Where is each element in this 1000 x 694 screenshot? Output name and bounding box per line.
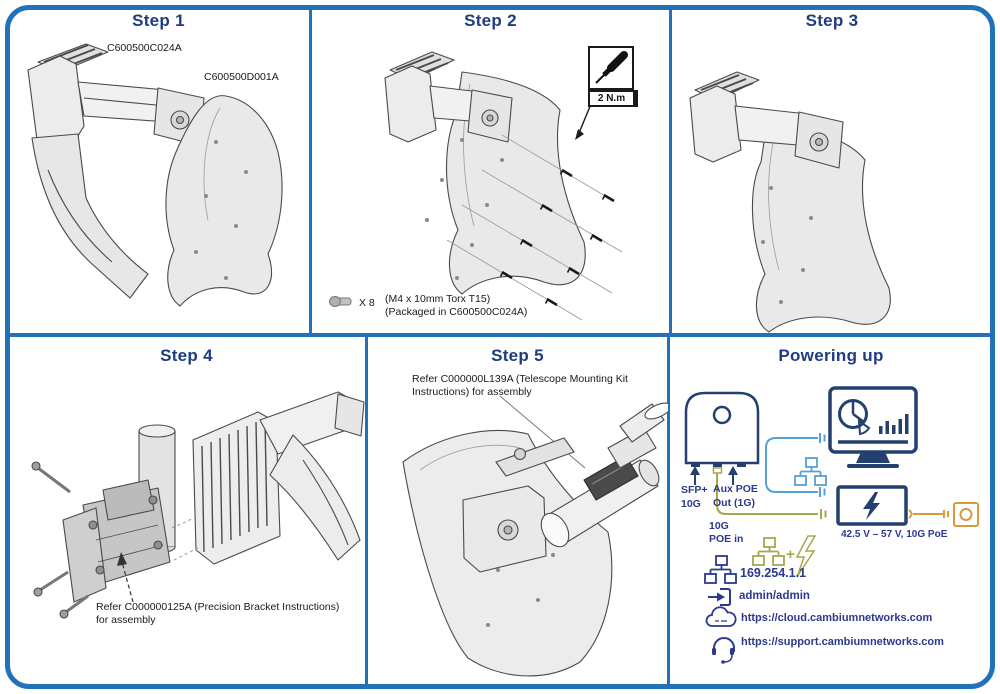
cloud-icon	[707, 607, 736, 626]
radio-heatsink-drawing	[193, 392, 364, 564]
poe-in-label-line2: POE in	[709, 533, 744, 545]
step3-title: Step 3	[805, 11, 859, 30]
step4-title: Step 4	[160, 346, 213, 365]
aux-poe-label-line2: Out (1G)	[713, 497, 755, 509]
psu-icon	[838, 487, 906, 524]
poe-in-label-line1: 10G	[709, 520, 729, 532]
cloud-url-label: https://cloud.cambiumnetworks.com	[741, 612, 933, 624]
torque-value-label: 2 N.m	[588, 90, 638, 107]
powering-up-title: Powering up	[778, 346, 884, 365]
step4-note-line1: Refer C000000125A (Precision Bracket Instructions)	[96, 601, 340, 613]
default-ip-label: 169.254.1.1	[740, 566, 807, 580]
power-cable	[909, 510, 948, 518]
precision-bracket-drawing	[32, 462, 170, 618]
step3-assembled-illustration	[671, 30, 992, 333]
step1-title: Step 1	[132, 11, 185, 30]
ethernet-network-icon	[705, 556, 736, 583]
step4-bracket-mounting-illustration	[8, 340, 366, 686]
wall-outlet-icon	[954, 503, 978, 526]
screw-spec-label: (M4 x 10mm Torx T15)	[385, 293, 491, 305]
poe-port-icon	[714, 468, 722, 473]
torque-tool-callout	[588, 46, 634, 90]
step5-note-line2: Instructions) for assembly	[412, 386, 532, 398]
aux-poe-label-line1: Aux POE	[713, 483, 758, 495]
ethernet-network-icon	[753, 538, 784, 565]
radio-part-label: C600500C024A	[107, 42, 182, 54]
sfp-port-label-line1: SFP+	[681, 484, 708, 496]
login-icon	[708, 589, 730, 605]
step5-note-line1: Refer C000000L139A (Telescope Mounting Kit	[412, 373, 628, 385]
screw-package-label: (Packaged in C600500C024A)	[385, 306, 528, 318]
step2-title: Step 2	[464, 11, 517, 30]
headset-icon	[712, 638, 734, 664]
monitor-icon	[830, 388, 916, 468]
psu-rating-label: 42.5 V – 57 V, 10G PoE	[841, 529, 948, 540]
screwdriver-icon	[590, 48, 632, 88]
step4-note-line2: for assembly	[96, 614, 156, 626]
sfp-port-label-line2: 10G	[681, 498, 701, 510]
default-login-label: admin/admin	[739, 590, 810, 602]
radio-rear-icon	[686, 393, 758, 467]
horizontal-divider	[5, 333, 995, 337]
screw-icon	[330, 297, 352, 307]
dish-part-label: C600500D001A	[204, 71, 279, 83]
ethernet-network-icon	[795, 458, 826, 485]
screw-count-label: X 8	[359, 297, 375, 309]
support-url-label: https://support.cambiumnetworks.com	[741, 636, 944, 648]
step5-title: Step 5	[491, 346, 544, 365]
plus-sign: +	[786, 546, 795, 563]
